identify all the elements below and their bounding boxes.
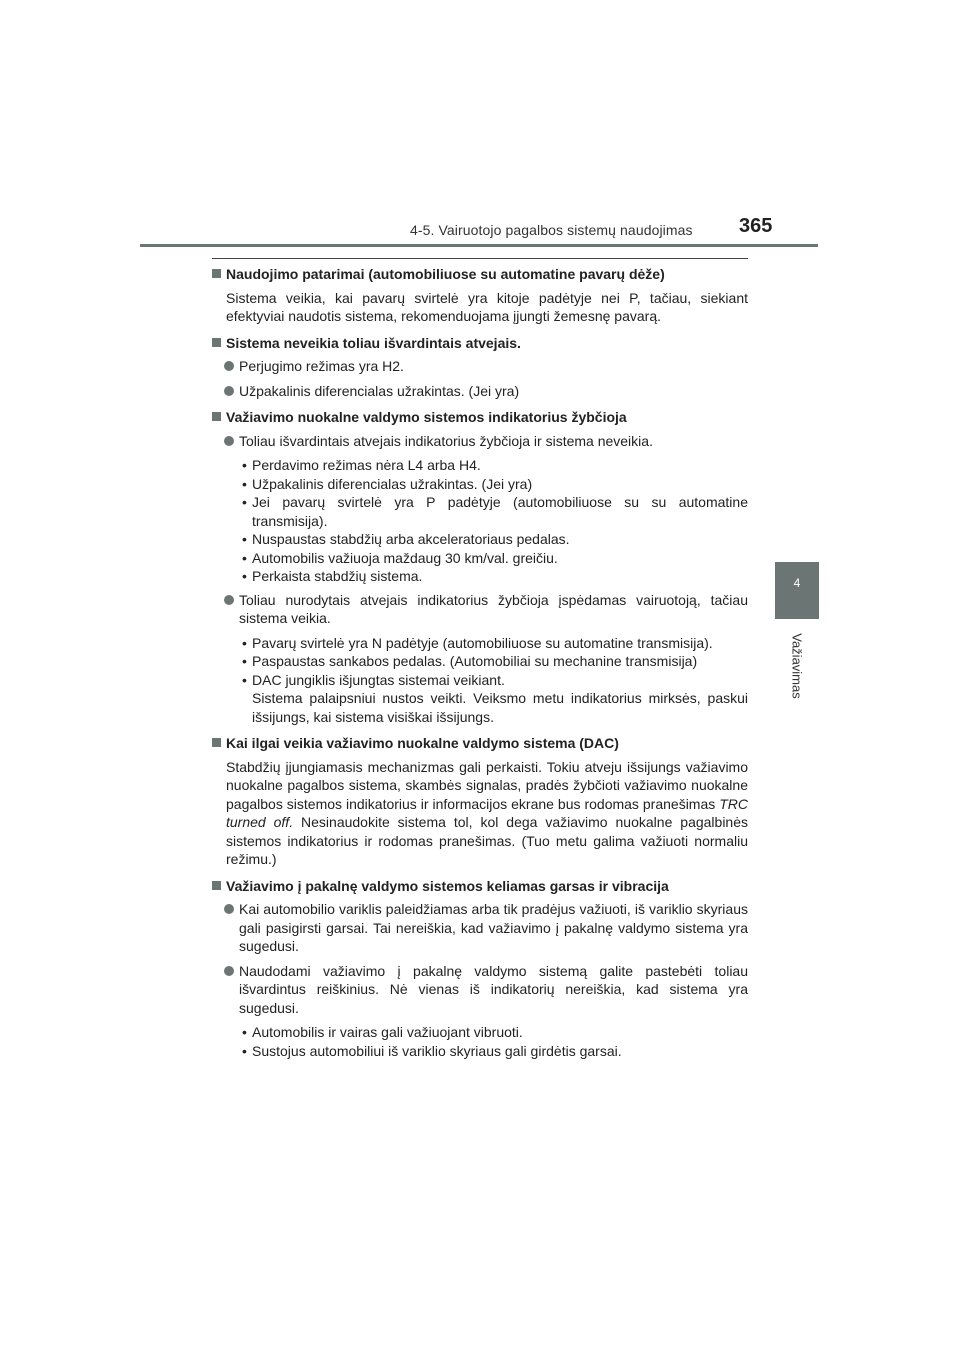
circle-bullet-icon — [224, 436, 234, 446]
heading-text: Važiavimo į pakalnę valdymo sistemos keliamas garsas ir vibracija — [226, 877, 669, 894]
list-item: • Sustojus automobiliui iš variklio skyriaus gali girdėtis garsai. — [242, 1042, 622, 1059]
list-item: • Nuspaustas stabdžių arba akceleratoriaus pedalas. — [242, 531, 570, 547]
list-item: • Paspaustas sankabos pedalas. (Automobiliai su mechanine transmisija) — [242, 653, 698, 669]
dot-item-text: Naudodami važiavimo į pakalnę valdymo sistemą galite pastebėti toliau išvardintus reiškinius. Nė vienas iš indikatorių nereiškia, kad sistema yra sugedusi. — [239, 962, 748, 1016]
square-bullet-icon — [212, 269, 221, 278]
chapter-side-tab — [775, 562, 819, 710]
section-title: 4-5. Vairuotojo pagalbos sistemų naudojimas — [410, 222, 693, 238]
square-bullet-icon — [212, 881, 221, 890]
paragraph: Stabdžių įjungiamasis mechanizmas gali perkaisti. Tokiu atveju išsijungs važiavimo nuokalne pagalbos sistema, skambės signalas, pradės žybčioti važiavimo nuokalne pagalbos sistemos indikatorius ir informacijos ekrane bus rodomas pranešimas TRC turned off. Nesinaudokite sistema tol, kol dega važiavimo nuokalne pagalbinės sistemos indikatorius ir rodomas pranešimas. (Tuo metu galima važiuoti normaliu režimu.) — [226, 758, 749, 867]
header-rule — [140, 244, 818, 247]
dot-item-text: Užpakalinis diferencialas užrakintas. (Jei yra) — [239, 382, 520, 399]
page-number: 365 — [739, 215, 773, 237]
dot-item-text: Perjugimo režimas yra H2. — [239, 358, 404, 374]
bullet-list — [212, 456, 748, 586]
chapter-tab-box — [775, 562, 819, 619]
bullet-list — [212, 634, 748, 727]
dot-item-text: Toliau išvardintais atvejais indikatorius žybčioja ir sistema neveikia. — [239, 432, 653, 449]
circle-bullet-icon — [224, 904, 234, 914]
list-item: • Automobilis ir vairas gali važiuojant vibruoti. — [242, 1024, 523, 1040]
content-top-rule — [212, 258, 748, 259]
heading-text: Naudojimo patarimai (automobiliuose su automatine pavarų dėže) — [226, 266, 665, 282]
list-item: • Pavarų svirtelė yra N padėtyje (automobiliuose su automatine transmisija). — [242, 634, 713, 651]
heading-text: Kai ilgai veikia važiavimo nuokalne valdymo sistema (DAC) — [226, 735, 619, 751]
chapter-number: 4 — [793, 576, 801, 590]
list-item: • Perkaista stabdžių sistema. — [242, 568, 423, 584]
dot-item — [212, 591, 748, 628]
list-item: • Jei pavarų svirtelė yra P padėtyje (automobiliuose su su automatine transmisija). — [242, 494, 748, 529]
page-content — [212, 265, 748, 1065]
square-bullet-icon — [212, 338, 221, 347]
section-heading — [212, 334, 748, 353]
circle-bullet-icon — [224, 966, 234, 976]
section-heading — [212, 734, 748, 753]
section-heading — [212, 408, 748, 427]
heading-text: Važiavimo nuokalne valdymo sistemos indikatorius žybčioja — [226, 409, 627, 425]
section-heading — [212, 265, 748, 284]
dot-item — [212, 962, 748, 1018]
dot-item — [212, 382, 748, 401]
bullet-list — [212, 1023, 748, 1060]
circle-bullet-icon — [224, 386, 234, 396]
list-item: • Užpakalinis diferencialas užrakintas. (Jei yra) — [242, 475, 533, 492]
list-item-continuation: Sistema palaipsniui nustos veikti. Veiksmo metu indikatorius mirksės, paskui išsijungs, kai sistema visiškai išsijungs. — [252, 690, 748, 725]
section-heading — [212, 877, 748, 896]
paragraph: Sistema veikia, kai pavarų svirtelė yra kitoje padėtyje nei P, tačiau, siekiant efektyviai naudotis sistema, rekomenduojama įjungti žemesnę pavarą. — [226, 289, 748, 324]
page-header — [0, 0, 960, 280]
dot-item-text: Toliau nurodytais atvejais indikatorius žybčioja įspėdamas vairuotoją, tačiau sistema veikia. — [239, 591, 748, 626]
list-item: • Automobilis važiuoja maždaug 30 km/val. greičiu. — [242, 549, 558, 566]
circle-bullet-icon — [224, 595, 234, 605]
dot-item — [212, 900, 748, 956]
chapter-label: Važiavimas — [789, 633, 805, 699]
list-item: • Perdavimo režimas nėra L4 arba H4. — [242, 457, 481, 473]
list-item: • DAC jungiklis išjungtas sistemai veikiant. — [242, 671, 505, 688]
message-text: TRC turned off. — [226, 795, 749, 830]
circle-bullet-icon — [224, 361, 234, 371]
square-bullet-icon — [212, 412, 221, 421]
dot-item — [212, 357, 748, 376]
square-bullet-icon — [212, 738, 221, 747]
dot-item — [212, 432, 748, 451]
heading-text: Sistema neveikia toliau išvardintais atvejais. — [226, 334, 521, 351]
dot-item-text: Kai automobilio variklis paleidžiamas arba tik pradėjus važiuoti, iš variklio skyriaus gali pasigirsti garsai. Tai nereiškia, kad važiavimo į pakalnę valdymo sistema yra sugedusi. — [239, 901, 748, 954]
